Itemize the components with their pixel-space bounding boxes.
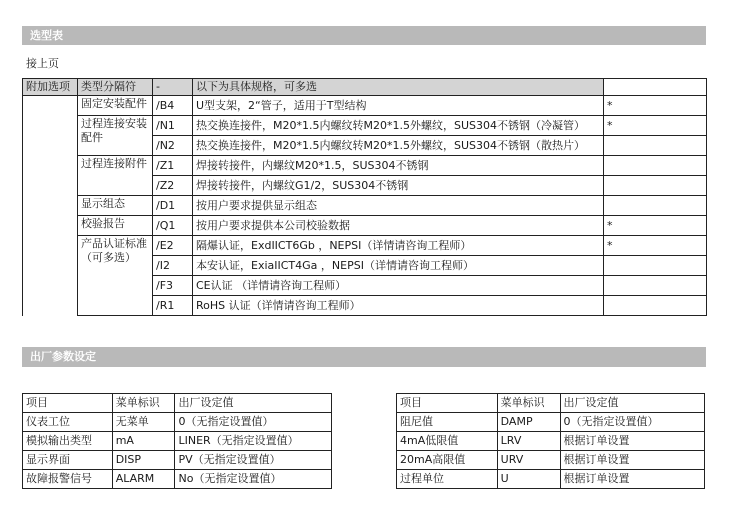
table-row — [23, 196, 707, 216]
menu-id-cell: LRV — [497, 432, 560, 451]
table-row — [397, 432, 705, 451]
code-cell: /B4 — [153, 96, 193, 116]
code-cell: /N1 — [153, 116, 193, 136]
header-cell: 出厂设定值 — [175, 394, 332, 413]
header-cell: 出厂设定值 — [560, 394, 705, 413]
category-cell: 过程连接安装配件 — [78, 116, 153, 156]
factory-settings-table-right — [396, 393, 705, 489]
menu-id-cell: URV — [497, 451, 560, 470]
code-cell: /Q1 — [153, 216, 193, 236]
mark-cell — [604, 256, 707, 276]
mark-cell: * — [604, 216, 707, 236]
header-cell: 以下为具体规格，可多选 — [193, 79, 604, 96]
desc-cell: 焊接转接件，内螺纹M20*1.5，SUS304不锈钢 — [193, 156, 604, 176]
table-row — [23, 156, 707, 176]
item-cell: 过程单位 — [397, 470, 498, 489]
desc-cell: 热交换连接件，M20*1.5内螺纹转M20*1.5外螺纹，SUS304不锈钢（散热片） — [193, 136, 604, 156]
default-value-cell: 根据订单设置 — [560, 470, 705, 489]
options-table — [22, 78, 707, 316]
section-title: 选型表 — [30, 29, 63, 42]
blank-cell — [23, 96, 78, 316]
mark-cell — [604, 136, 707, 156]
table-row — [23, 451, 332, 470]
item-cell: 阻尼值 — [397, 413, 498, 432]
mark-cell — [604, 156, 707, 176]
default-value-cell: PV（无指定设置值） — [175, 451, 332, 470]
item-cell: 模拟输出类型 — [23, 432, 113, 451]
menu-id-cell: ALARM — [112, 470, 175, 489]
category-cell: 过程连接附件 — [78, 156, 153, 196]
code-cell: /N2 — [153, 136, 193, 156]
section-title-bar — [22, 26, 706, 45]
header-cell: 附加选项 — [23, 79, 78, 96]
header-cell: 菜单标识 — [112, 394, 175, 413]
item-cell: 显示界面 — [23, 451, 113, 470]
code-cell: /F3 — [153, 276, 193, 296]
section-title-bar — [22, 347, 706, 367]
default-value-cell: No（无指定设置值） — [175, 470, 332, 489]
table-row — [397, 470, 705, 489]
table-row — [23, 470, 332, 489]
menu-id-cell: DAMP — [497, 413, 560, 432]
mark-cell: * — [604, 236, 707, 256]
header-cell — [604, 79, 707, 96]
item-cell: 4mA低限值 — [397, 432, 498, 451]
category-cell: 校验报告 — [78, 216, 153, 236]
desc-cell: 隔爆认证，ExdIICT6Gb ，NEPSI（详情请咨询工程师） — [193, 236, 604, 256]
desc-cell: 按用户要求提供本公司校验数据 — [193, 216, 604, 236]
menu-id-cell: 无菜单 — [112, 413, 175, 432]
mark-cell — [604, 296, 707, 316]
default-value-cell: 根据订单设置 — [560, 432, 705, 451]
item-cell: 故障报警信号 — [23, 470, 113, 489]
code-cell: /I2 — [153, 256, 193, 276]
code-cell: /Z1 — [153, 156, 193, 176]
desc-cell: RoHS 认证（详情请咨询工程师） — [193, 296, 604, 316]
mark-cell: * — [604, 116, 707, 136]
desc-cell: 按用户要求提供显示组态 — [193, 196, 604, 216]
table-row — [23, 116, 707, 136]
options-header-row — [23, 79, 707, 96]
continued-label: 接上页 — [26, 57, 59, 70]
desc-cell: CE认证 （详情请咨询工程师） — [193, 276, 604, 296]
table-header-row — [23, 394, 332, 413]
category-cell: 产品认证标准（可多选） — [78, 236, 153, 316]
category-cell: 固定安装配件 — [78, 96, 153, 116]
default-value-cell: 0（无指定设置值） — [560, 413, 705, 432]
code-cell: /Z2 — [153, 176, 193, 196]
default-value-cell: 根据订单设置 — [560, 451, 705, 470]
default-value-cell: 0（无指定设置值） — [175, 413, 332, 432]
menu-id-cell: mA — [112, 432, 175, 451]
mark-cell: * — [604, 96, 707, 116]
header-cell: 项目 — [23, 394, 113, 413]
mark-cell — [604, 176, 707, 196]
header-cell: 类型分隔符 — [78, 79, 153, 96]
item-cell: 仪表工位 — [23, 413, 113, 432]
desc-cell: 本安认证，ExiaIICT4Ga ，NEPSI（详情请咨询工程师） — [193, 256, 604, 276]
header-cell: 菜单标识 — [497, 394, 560, 413]
mark-cell — [604, 196, 707, 216]
code-cell: /D1 — [153, 196, 193, 216]
mark-cell — [604, 276, 707, 296]
table-row — [397, 413, 705, 432]
desc-cell: 热交换连接件，M20*1.5内螺纹转M20*1.5外螺纹，SUS304不锈钢（冷凝管） — [193, 116, 604, 136]
code-cell: /R1 — [153, 296, 193, 316]
table-row — [23, 432, 332, 451]
table-row — [397, 451, 705, 470]
desc-cell: U型支架，2“管子，适用于T型结构 — [193, 96, 604, 116]
desc-cell: 焊接转接件，内螺纹G1/2，SUS304不锈钢 — [193, 176, 604, 196]
table-header-row — [397, 394, 705, 413]
header-cell: - — [153, 79, 193, 96]
menu-id-cell: DISP — [112, 451, 175, 470]
factory-settings-table-left — [22, 393, 332, 489]
section-title: 出厂参数设定 — [30, 350, 96, 363]
table-row — [23, 413, 332, 432]
table-row — [23, 236, 707, 256]
table-row — [23, 96, 707, 116]
menu-id-cell: U — [497, 470, 560, 489]
table-row — [23, 216, 707, 236]
default-value-cell: LINER（无指定设置值） — [175, 432, 332, 451]
category-cell: 显示组态 — [78, 196, 153, 216]
code-cell: /E2 — [153, 236, 193, 256]
header-cell: 项目 — [397, 394, 498, 413]
item-cell: 20mA高限值 — [397, 451, 498, 470]
